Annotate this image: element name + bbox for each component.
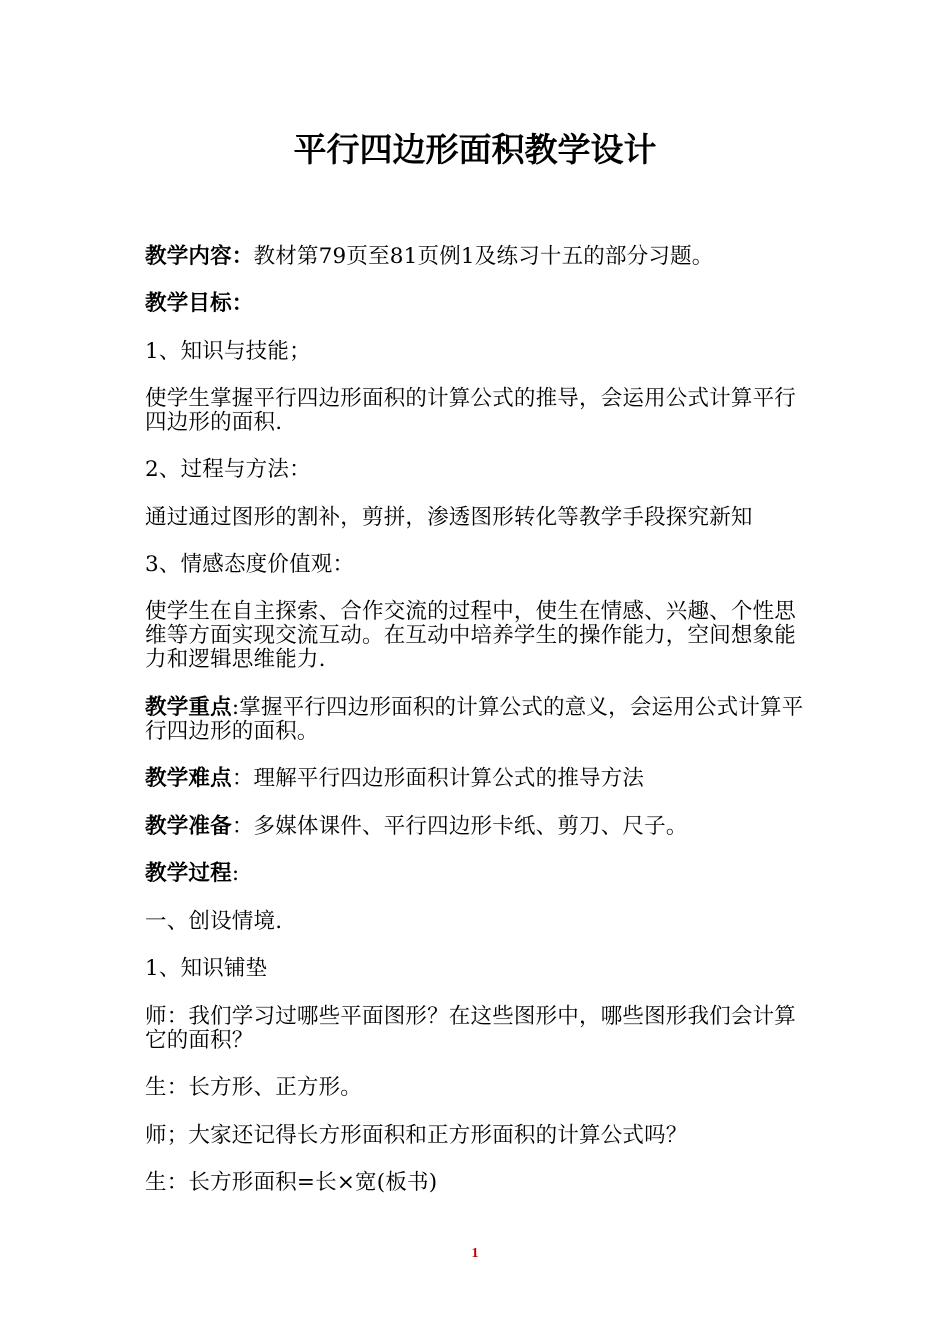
goals-heading	[145, 292, 810, 316]
content-label: 教学内容：	[145, 244, 254, 269]
section-heading: 一、创设情境.	[145, 909, 283, 934]
goal1-heading: 1、知识与技能；	[145, 339, 311, 364]
subsection-heading: 1、知识铺垫	[145, 956, 268, 981]
process-colon: :	[231, 861, 240, 886]
difficulty-paragraph	[145, 767, 810, 791]
teacher-line-1: 师：我们学习过哪些平面图形？在这些图形中，哪些图形我们会计算它的面积？	[145, 1004, 797, 1053]
key-points-text: :掌握平行四边形面积的计算公式的意义，会运用公式计算平行四边形的面积。	[145, 695, 804, 744]
goal3-heading: 3、情感态度价值观：	[145, 552, 355, 577]
key-points-paragraph	[145, 696, 810, 744]
difficulty-text: ：理解平行四边形面积计算公式的推导方法	[231, 766, 645, 791]
goal3-paragraph: 使学生在自主探索、合作交流的过程中，使生在情感、兴趣、个性思维等方面实现交流互动。在互动中培养学生的操作能力，空间想象能力和逻辑思维能力.	[145, 599, 797, 672]
page-title: 平行四边形面积教学设计	[293, 130, 657, 169]
goal2-heading: 2、过程与方法：	[145, 457, 311, 482]
preparation-paragraph	[145, 815, 810, 839]
process-heading	[145, 862, 810, 886]
teacher-line-2: 师；大家还记得长方形面积和正方形面积的计算公式吗？	[145, 1123, 688, 1148]
process-label: 教学过程	[145, 861, 232, 886]
preparation-label: 教学准备	[145, 814, 232, 839]
student-line-1: 生：长方形、正方形。	[145, 1075, 363, 1100]
preparation-text: ：多媒体课件、平行四边形卡纸、剪刀、尺子。	[231, 814, 688, 839]
content-text: 教材第79页至81页例1及练习十五的部分习题。	[253, 244, 714, 269]
goal2-paragraph: 通过通过图形的割补，剪拼，渗透图形转化等教学手段探究新知	[145, 505, 753, 530]
goals-label: 教学目标：	[145, 291, 254, 316]
page-number: 1	[471, 1246, 479, 1261]
content-paragraph	[145, 245, 810, 269]
difficulty-label: 教学难点	[145, 766, 232, 791]
goal1-paragraph: 使学生掌握平行四边形面积的计算公式的推导，会运用公式计算平行四边形的面积.	[145, 386, 797, 435]
key-points-label: 教学重点	[145, 695, 232, 720]
student-line-2: 生：长方形面积=长×宽(板书)	[145, 1170, 438, 1195]
